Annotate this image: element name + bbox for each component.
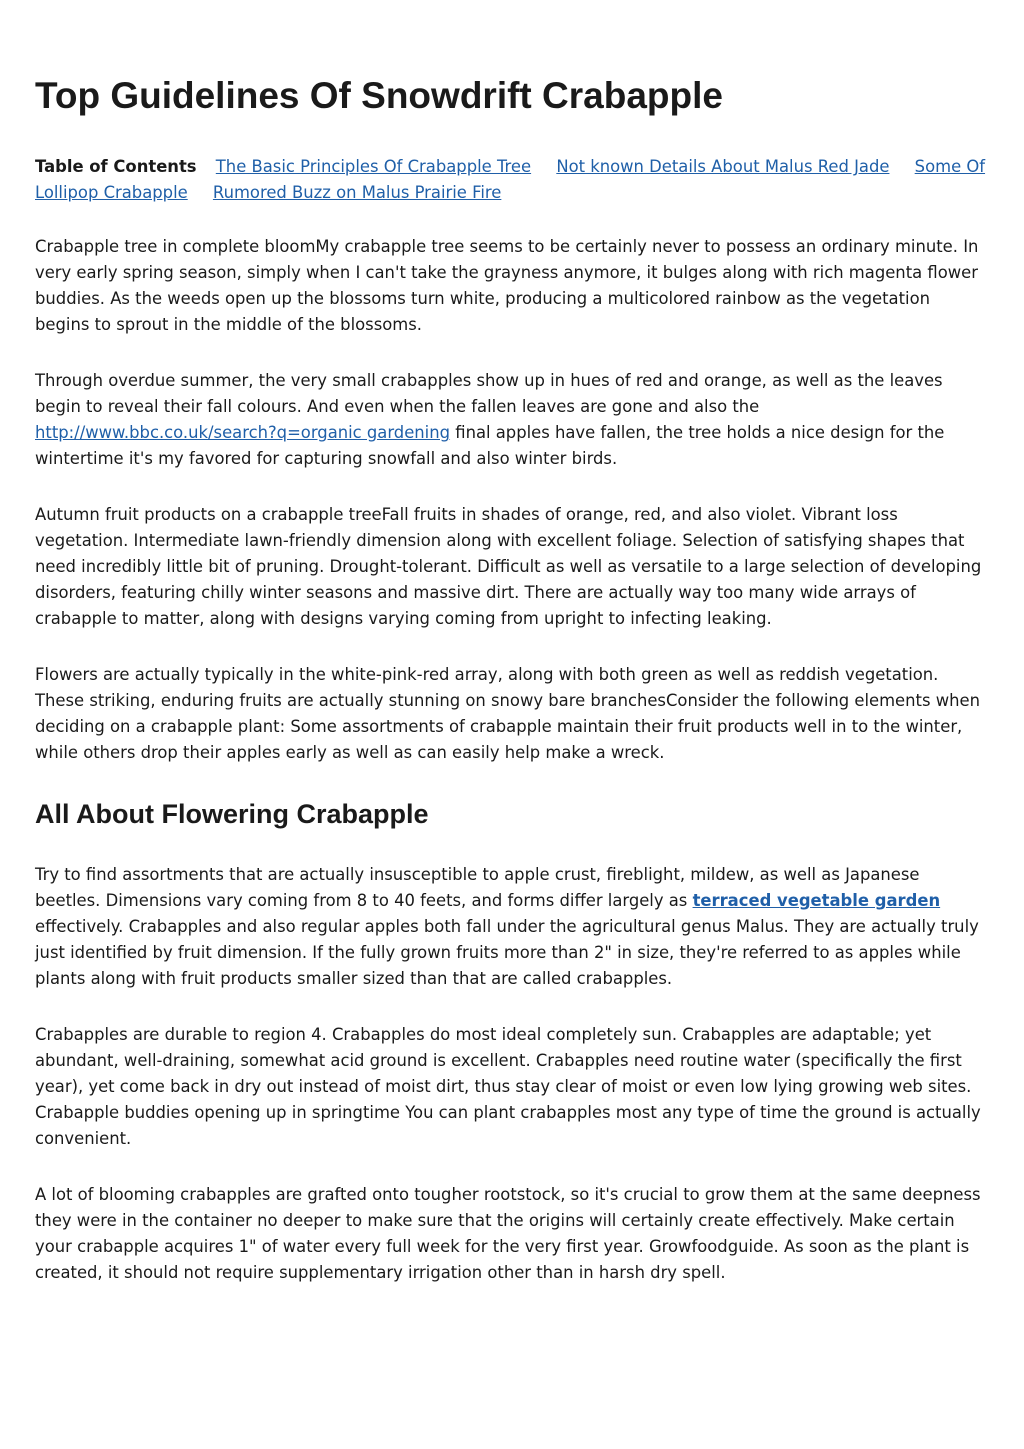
toc-label: Table of Contents bbox=[35, 157, 197, 176]
paragraph-summer-text-2: final apples have fallen, the tree holds a nice design for the wintertime it's my favored for capturing snowfall and also winter birds. bbox=[35, 423, 945, 468]
paragraph-summer-text-1: Through overdue summer, the very small crabapples show up in hues of red and orange, as well as the leaves begin to reveal their fall colours. And even when the fallen leaves are gone and also the bbox=[35, 371, 943, 416]
toc-link-lollipop-crabapple[interactable]: Some Of Lollipop Crabapple bbox=[35, 157, 986, 202]
toc-link-basic-principles[interactable]: The Basic Principles Of Crabapple Tree bbox=[215, 157, 532, 176]
toc-link-malus-red-jade[interactable]: Not known Details About Malus Red Jade bbox=[556, 157, 890, 176]
bbc-search-link[interactable]: http://www.bbc.co.uk/search?q=organic gardening bbox=[35, 423, 451, 442]
paragraph-bloom: Crabapple tree in complete bloomMy crabapple tree seems to be certainly never to possess an ordinary minute. In very early spring season, simply when I can't take the grayness anymore, it bulges along with rich magenta flower buddies. As the weeds open up the blossoms turn white, producing a multicolored rainbow as the vegetation begins to sprout in the middle of the blossoms. bbox=[35, 237, 979, 334]
paragraph-flowers: Flowers are actually typically in the white-pink-red array, along with both green as well as reddish vegetation. These striking, enduring fruits are actually stunning on snowy bare branchesConsider the following elements when deciding on a crabapple plant: Some assortments of crabapple maintain their fruit products well in to the winter, while others drop their apples early as well as can easily help make a wreck. bbox=[35, 665, 980, 762]
paragraph-autumn: Autumn fruit products on a crabapple treeFall fruits in shades of orange, red, and also violet. Vibrant loss vegetation. Intermediate lawn-friendly dimension along with excellent foliage. Selection of satisfying shapes that need incredibly little bit of pruning. Drought-tolerant. Difficult as well as versatile to a large selection of developing disorders, featuring chilly winter seasons and massive dirt. There are actually way too many wide arrays of crabapple to matter, along with designs varying coming from upright to infecting leaking. bbox=[35, 505, 982, 628]
paragraph-assortments-text-2: effectively. Crabapples and also regular apples both fall under the agricultural genus Malus. They are actually truly just identified by fruit dimension. If the fully grown fruits more than 2" in size, they're referred to as apples while plants along with fruit products smaller sized than that are called crabapples. bbox=[35, 917, 979, 988]
paragraph-grafted: A lot of blooming crabapples are grafted onto tougher rootstock, so it's crucial to grow them at the same deepness they were in the container no deeper to make sure that the origins will certainly create effectively. Make certain your crabapple acquires 1" of water every full week for the very first year. Growfoodguide. As soon as the plant is created, it should not require supplementary irrigation other than in harsh dry spell. bbox=[35, 1185, 981, 1282]
paragraph-assortments bbox=[35, 862, 989, 992]
terraced-garden-link[interactable]: terraced vegetable garden bbox=[692, 891, 941, 910]
table-of-contents bbox=[35, 154, 989, 206]
paragraph-assortments-text-1: Try to find assortments that are actually insusceptible to apple crust, fireblight, mildew, as well as Japanese beetles. Dimensions vary coming from 8 to 40 feets, and forms differ largely as bbox=[35, 865, 920, 910]
toc-link-malus-prairie-fire[interactable]: Rumored Buzz on Malus Prairie Fire bbox=[212, 183, 502, 202]
paragraph-durable: Crabapples are durable to region 4. Crabapples do most ideal completely sun. Crabapples are adaptable; yet abundant, well-draining, somewhat acid ground is excellent. Crabapples need routine water (specifically the first year), yet come back in dry out instead of moist dirt, thus stay clear of moist or even low lying growing web sites. Crabapple buddies opening up in springtime You can plant crabapples most any type of time the ground is actually convenient. bbox=[35, 1025, 981, 1148]
page-title: Top Guidelines Of Snowdrift Crabapple bbox=[35, 75, 723, 116]
section-heading: All About Flowering Crabapple bbox=[35, 799, 429, 829]
paragraph-summer bbox=[35, 368, 989, 472]
